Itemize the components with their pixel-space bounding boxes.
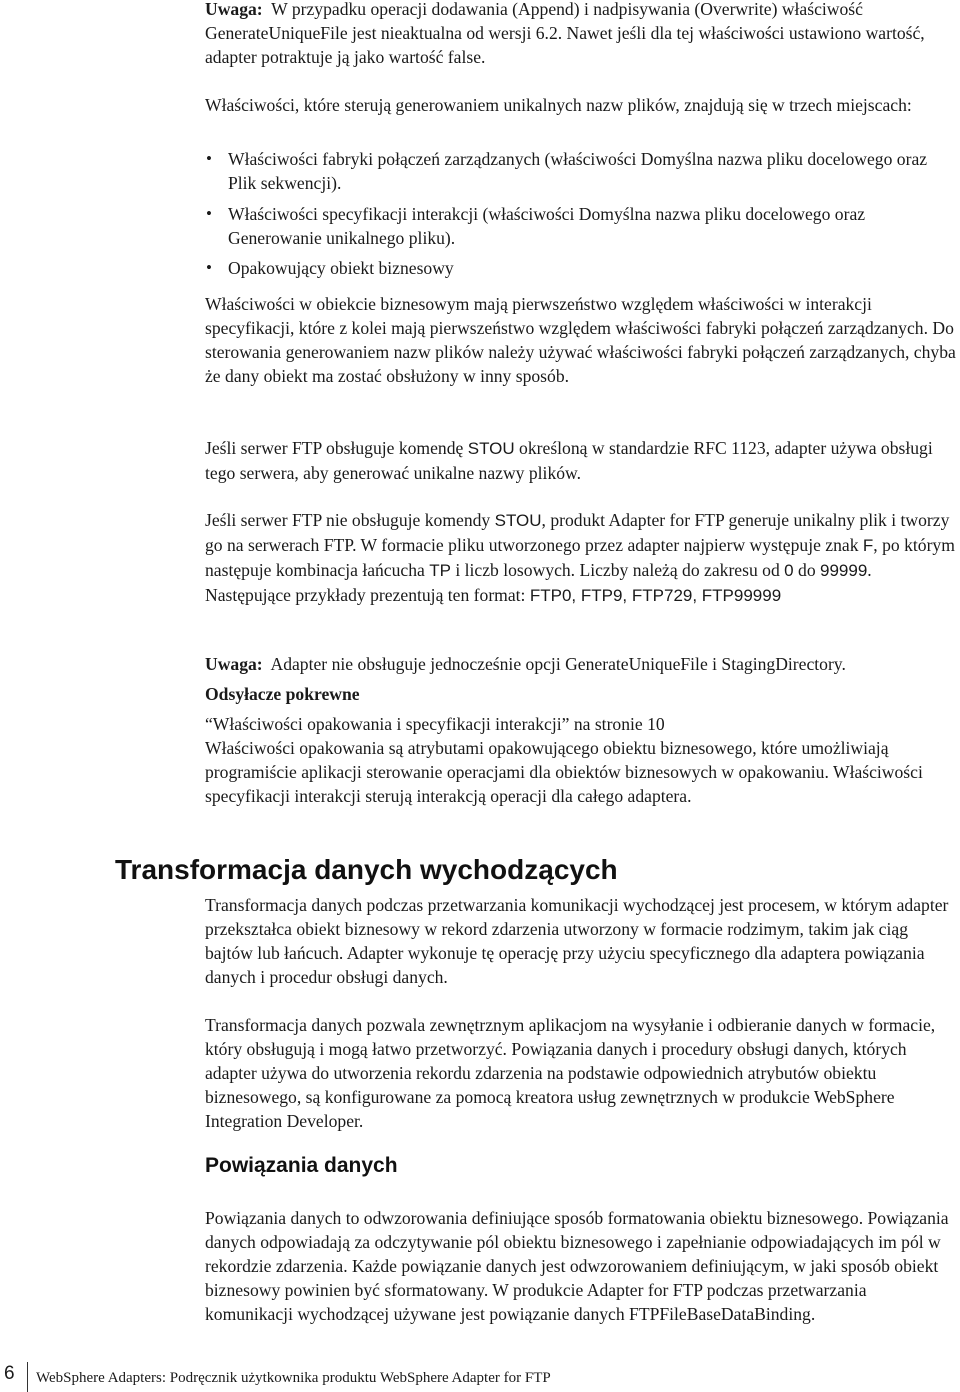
section-paragraph-2: Transformacja danych pozwala zewnętrznym aplikacjom na wysyłanie i odbieranie danych w formacie, który obsługują i mogą łatwo przetworzyć. Powiązania danych i procedury obsługi danych, których adapter używa do utworzenia rekordu zdarzenia na podstawie odpowiednich atrybutów obiektu biznesowego, są konfigurowane za pomocą kreatora usług zewnętrznych w produkcie WebSphere Integration Developer.	[205, 1015, 936, 1131]
bullet-marker: •	[206, 258, 212, 277]
code-stou: STOU	[467, 439, 515, 458]
code-examples: FTP0, FTP9, FTP729, FTP99999	[529, 586, 782, 605]
stou-unsupported-paragraph	[205, 508, 957, 608]
text-run: do	[793, 560, 821, 580]
bullet-item: Właściwości specyfikacji interakcji (właściwości Domyślna nazwa pliku docelowego oraz Generowanie unikalnego pliku).	[228, 204, 866, 248]
subsection-paragraph: Powiązania danych to odwzorowania definiujące sposób formatowania obiektu biznesowego. Powiązania danych odpowiadają za odczytywanie pól obiektu biznesowego i zapełnianie odpowiadających im pól w rekordzie zdarzenia. Każde powiązanie danych jest odwzorowaniem definiującym, w jaki sposób obiekt biznesowy powinien być sformatowany. W produkcie Adapter for FTP podczas przetwarzania komunikacji wychodzącej używane jest powiązanie danych FTPFileBaseDataBinding.	[205, 1208, 949, 1324]
section-paragraph-1: Transformacja danych podczas przetwarzania komunikacji wychodzącej jest procesem, w którym adapter przekształca obiekt biznesowy w rekord zdarzenia utworzony w formacie rodzimym, takim jak ciąg bajtów lub łańcuch. Adapter wykonuje tę operację przy użyciu specyficznego dla adaptera powiązania danych i procedur obsługi danych.	[205, 895, 949, 987]
subsection-title: Powiązania danych	[205, 1154, 398, 1177]
code-stou: STOU	[494, 511, 542, 530]
stou-supported-paragraph	[205, 436, 957, 485]
code-tp: TP	[429, 561, 451, 580]
related-heading	[205, 682, 957, 706]
note-label: Uwaga:	[205, 0, 263, 19]
bullet-item: Właściwości fabryki połączeń zarządzanych (właściwości Domyślna nazwa pliku docelowego oraz Plik sekwencji).	[228, 149, 928, 193]
related-description: Właściwości opakowania są atrybutami opakowującego obiektu biznesowego, które umożliwiają programiście aplikacji sterowanie operacjami dla obiektów biznesowych w opakowaniu. Właściwości specyfikacji interakcji sterują interakcją operacji dla całego adaptera.	[205, 738, 923, 806]
code-max: 99999	[820, 561, 868, 580]
note-generateuniquefile	[205, 0, 957, 69]
text-run: . Następujące przykłady prezentują ten format:	[205, 560, 872, 605]
intro-paragraph: Właściwości, które sterują generowaniem unikalnych nazw plików, znajdują się w trzech miejscach:	[205, 95, 912, 115]
text-run: określoną w standardzie RFC 1123, adapter używa obsługi tego serwera, aby generować unikalne nazwy plików.	[205, 438, 933, 483]
text-run: , po którym następuje kombinacja łańcucha	[205, 535, 955, 580]
section-title: Transformacja danych wychodzących	[115, 854, 618, 885]
footer-divider	[27, 1362, 28, 1392]
related-link[interactable]: “Właściwości opakowania i specyfikacji interakcji” na stronie 10	[205, 714, 665, 734]
code-f: F	[862, 536, 874, 555]
note-text: Adapter nie obsługuje jednocześnie opcji GenerateUniqueFile i StagingDirectory.	[270, 654, 846, 674]
precedence-paragraph: Właściwości w obiekcie biznesowym mają pierwszeństwo względem właściwości w interakcji specyfikacji, które z kolei mają pierwszeństwo względem właściwości fabryki połączeń zarządzanych. Do sterowania generowaniem nazw plików należy używać właściwości fabryki połączeń zarządzanych, chyba że dany obiekt ma zostać obsłużony w inny sposób.	[205, 294, 956, 386]
bullet-item: Opakowujący obiekt biznesowy	[228, 258, 454, 278]
bullet-marker: •	[206, 149, 212, 168]
page-number: 6	[4, 1363, 15, 1384]
related-heading-text: Odsyłacze pokrewne	[205, 684, 360, 704]
text-run: Jeśli serwer FTP nie obsługuje komendy	[205, 510, 495, 530]
bullet-marker: •	[206, 204, 212, 223]
text-run: i liczb losowych. Liczby należą do zakresu od	[450, 560, 785, 580]
footer-text: WebSphere Adapters: Podręcznik użytkownika produktu WebSphere Adapter for FTP	[36, 1370, 551, 1386]
text-run: Jeśli serwer FTP obsługuje komendę	[205, 438, 468, 458]
note-staging	[205, 652, 957, 676]
code-zero: 0	[784, 561, 794, 580]
note-text: W przypadku operacji dodawania (Append) i nadpisywania (Overwrite) właściwość GenerateUniqueFile jest nieaktualna od wersji 6.2. Nawet jeśli dla tej właściwości ustawiono wartość, adapter potraktuje ją jako wartość false.	[205, 0, 925, 67]
note-label: Uwaga:	[205, 654, 263, 674]
text-run: , produkt Adapter for FTP generuje unikalny plik i tworzy go na serwerach FTP. W formacie pliku utworzonego przez adapter najpierw występuje znak	[205, 510, 950, 555]
